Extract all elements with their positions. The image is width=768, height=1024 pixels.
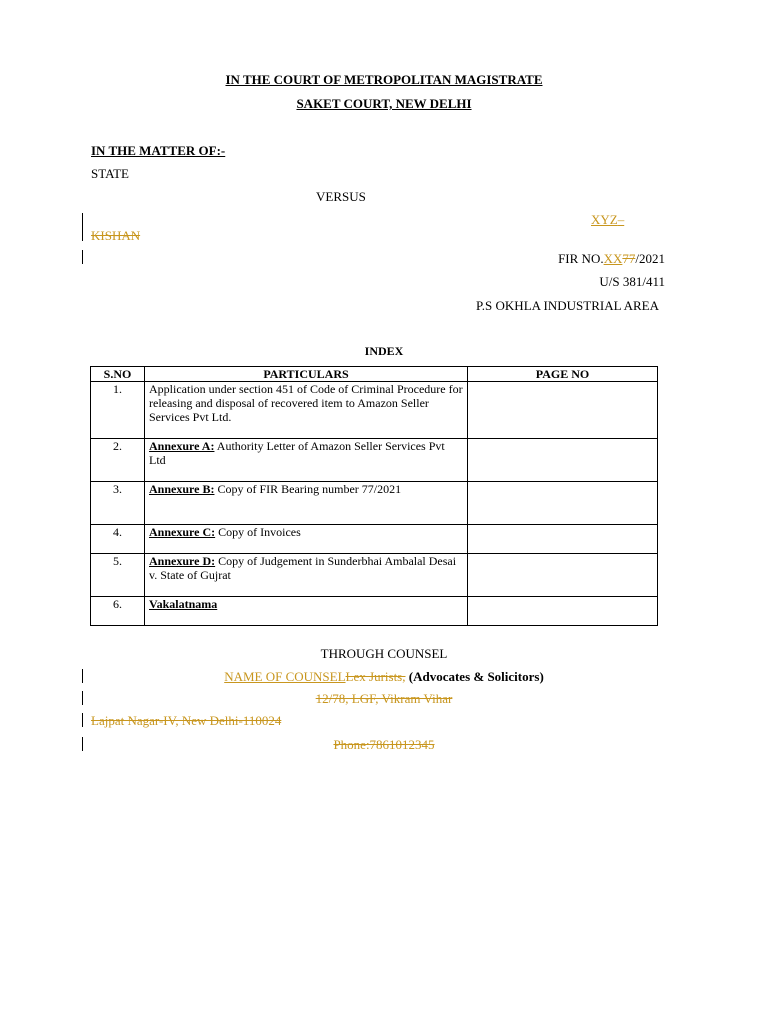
row-particulars [145,482,468,525]
section-under: U/S 381/411 [599,274,665,289]
table-row [91,597,658,626]
table-row [91,554,658,597]
annexure-label: Annexure D: [149,554,216,568]
police-station: P.S OKHLA INDUSTRIAL AREA [476,298,659,313]
header-page-no: PAGE NO [468,367,658,382]
through-counsel: THROUGH COUNSEL [320,646,448,661]
deleted-address-line1: 12/78, LGF, Vikram Vihar [315,691,453,706]
change-bar [82,213,83,241]
deleted-phone: Phone:7861012345 [333,737,435,752]
versus-label: VERSUS [316,189,366,204]
counsel-name-line [0,669,768,685]
row-text: Application under section 451 of Code of Criminal Procedure for releasing and disposal of recovered item to Amazon Seller Services Pvt Ltd. [149,382,463,424]
row-page-no [468,382,658,439]
row-text: Copy of FIR Bearing number 77/2021 [214,482,402,496]
firm-type: (Advocates & Solicitors) [405,669,544,684]
inserted-text: XX [603,251,623,266]
row-page-no [468,597,658,626]
annexure-label: Annexure C: [149,525,216,539]
row-page-no [468,525,658,554]
deleted-text: Lex Jurists, [345,669,406,684]
row-particulars [145,597,468,626]
deleted-text: KISHAN [91,228,141,243]
matter-heading: IN THE MATTER OF:- [91,143,226,158]
header-sno: S.NO [91,367,145,382]
row-page-no [468,554,658,597]
table-header-row [91,367,658,382]
index-table [90,366,658,626]
row-text: Authority Letter of Amazon Seller Services Pvt Ltd [149,439,445,467]
deleted-text: 77 [622,251,636,266]
accused-name-revision [591,212,624,228]
row-page-no [468,482,658,525]
index-title: INDEX [364,344,404,358]
table-row [91,482,658,525]
table-row [91,525,658,554]
row-sno: 3. [91,482,145,525]
fir-prefix: FIR NO. [558,251,604,266]
row-particulars [145,439,468,482]
row-particulars [145,554,468,597]
row-sno: 2. [91,439,145,482]
change-bar [82,713,83,727]
annexure-label: Annexure A: [149,439,215,453]
court-location: SAKET COURT, NEW DELHI [296,96,472,111]
inserted-text: NAME OF COUNSEL [224,669,346,684]
deleted-address-line2: Lajpat Nagar-IV, New Delhi-110024 [91,713,282,728]
row-particulars [145,382,468,439]
row-sno: 4. [91,525,145,554]
row-sno: 1. [91,382,145,439]
annexure-label: Annexure B: [149,482,215,496]
party-state: STATE [91,166,129,181]
row-text: Copy of Invoices [215,525,301,539]
header-particulars: PARTICULARS [145,367,468,382]
fir-number [558,251,665,267]
row-sno: 6. [91,597,145,626]
row-page-no [468,439,658,482]
table-row [91,382,658,439]
change-bar [82,250,83,264]
court-title: IN THE COURT OF METROPOLITAN MAGISTRATE [225,72,543,87]
inserted-dash: – [617,212,625,227]
row-text: Copy of Judgement in Sunderbhai Ambalal Desai v. State of Gujrat [149,554,457,582]
row-sno: 5. [91,554,145,597]
table-row [91,439,658,482]
fir-suffix: /2021 [635,251,665,266]
inserted-text: XYZ [591,212,618,227]
annexure-label: Vakalatnama [149,597,218,611]
row-particulars [145,525,468,554]
